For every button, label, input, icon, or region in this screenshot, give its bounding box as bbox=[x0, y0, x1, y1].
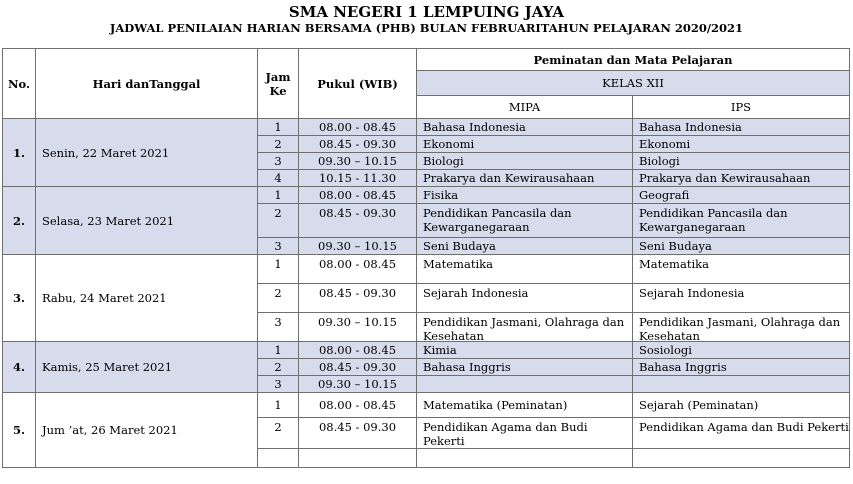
subject-ips: Bahasa Inggris bbox=[632, 358, 850, 375]
day-number: 2. bbox=[2, 186, 35, 254]
header-jam-ke: Jam Ke bbox=[257, 48, 298, 118]
subject-ips: Sejarah Indonesia bbox=[632, 283, 850, 312]
session-time bbox=[298, 448, 416, 468]
subject-mipa: Fisika bbox=[416, 186, 632, 203]
subject-mipa bbox=[416, 375, 632, 392]
day-number: 1. bbox=[2, 118, 35, 186]
subject-ips bbox=[632, 375, 850, 392]
session-number: 2 bbox=[257, 283, 298, 312]
session-number: 2 bbox=[257, 135, 298, 152]
session-time: 08.00 - 08.45 bbox=[298, 118, 416, 135]
header-day-date: Hari danTanggal bbox=[35, 48, 257, 118]
session-number: 1 bbox=[257, 118, 298, 135]
session-time: 08.00 - 08.45 bbox=[298, 341, 416, 358]
session-number: 2 bbox=[257, 203, 298, 237]
subject-ips: Ekonomi bbox=[632, 135, 850, 152]
session-number: 3 bbox=[257, 152, 298, 169]
subject-mipa bbox=[416, 448, 632, 468]
subject-mipa: Pendidikan Agama dan Budi Pekerti bbox=[416, 417, 632, 448]
subject-ips: Sosiologi bbox=[632, 341, 850, 358]
session-time: 08.45 - 09.30 bbox=[298, 135, 416, 152]
day-date: Rabu, 24 Maret 2021 bbox=[35, 254, 257, 341]
subject-mipa: Pendidikan Jasmani, Olahraga dan Kesehatan bbox=[416, 312, 632, 341]
header-time: Pukul (WIB) bbox=[298, 48, 416, 118]
session-number: 2 bbox=[257, 417, 298, 448]
subject-mipa: Matematika bbox=[416, 254, 632, 283]
session-number bbox=[257, 448, 298, 468]
day-date: Selasa, 23 Maret 2021 bbox=[35, 186, 257, 254]
subject-mipa: Sejarah Indonesia bbox=[416, 283, 632, 312]
session-number: 3 bbox=[257, 312, 298, 341]
subject-ips: Biologi bbox=[632, 152, 850, 169]
session-time: 08.45 - 09.30 bbox=[298, 203, 416, 237]
header-subject-group: Peminatan dan Mata Pelajaran bbox=[416, 48, 850, 70]
session-number: 1 bbox=[257, 341, 298, 358]
day-date: Jum ’at, 26 Maret 2021 bbox=[35, 392, 257, 468]
session-time: 08.45 - 09.30 bbox=[298, 417, 416, 448]
session-time: 09.30 – 10.15 bbox=[298, 312, 416, 341]
subject-mipa: Bahasa Inggris bbox=[416, 358, 632, 375]
subject-ips bbox=[632, 448, 850, 468]
subject-ips: Seni Budaya bbox=[632, 237, 850, 254]
subject-ips: Sejarah (Peminatan) bbox=[632, 392, 850, 417]
session-time: 08.00 - 08.45 bbox=[298, 254, 416, 283]
subject-ips: Prakarya dan Kewirausahaan bbox=[632, 169, 850, 186]
page-title: SMA NEGERI 1 LEMPUING JAYA bbox=[288, 3, 565, 21]
day-number: 3. bbox=[2, 254, 35, 341]
subject-ips: Geografi bbox=[632, 186, 850, 203]
session-time: 09.30 – 10.15 bbox=[298, 152, 416, 169]
day-number: 5. bbox=[2, 392, 35, 468]
session-number: 1 bbox=[257, 186, 298, 203]
subject-mipa: Kimia bbox=[416, 341, 632, 358]
session-number: 4 bbox=[257, 169, 298, 186]
day-date: Kamis, 25 Maret 2021 bbox=[35, 341, 257, 392]
subject-mipa: Matematika (Peminatan) bbox=[416, 392, 632, 417]
subject-ips: Pendidikan Jasmani, Olahraga dan Kesehatan bbox=[632, 312, 850, 341]
session-number: 3 bbox=[257, 375, 298, 392]
subject-ips: Pendidikan Agama dan Budi Pekerti bbox=[632, 417, 850, 448]
subject-mipa: Biologi bbox=[416, 152, 632, 169]
session-time: 09.30 – 10.15 bbox=[298, 237, 416, 254]
session-number: 1 bbox=[257, 392, 298, 417]
day-date: Senin, 22 Maret 2021 bbox=[35, 118, 257, 186]
session-number: 3 bbox=[257, 237, 298, 254]
session-time: 08.45 - 09.30 bbox=[298, 358, 416, 375]
header-mipa: MIPA bbox=[416, 95, 632, 118]
subject-mipa: Seni Budaya bbox=[416, 237, 632, 254]
subject-mipa: Prakarya dan Kewirausahaan bbox=[416, 169, 632, 186]
session-time: 08.45 - 09.30 bbox=[298, 283, 416, 312]
session-time: 08.00 - 08.45 bbox=[298, 186, 416, 203]
header-ips: IPS bbox=[632, 95, 850, 118]
subject-mipa: Bahasa Indonesia bbox=[416, 118, 632, 135]
session-time: 10.15 - 11.30 bbox=[298, 169, 416, 186]
subject-ips: Matematika bbox=[632, 254, 850, 283]
session-number: 1 bbox=[257, 254, 298, 283]
session-time: 08.00 - 08.45 bbox=[298, 392, 416, 417]
subject-ips: Pendidikan Pancasila dan Kewarganegaraan bbox=[632, 203, 850, 237]
subject-mipa: Ekonomi bbox=[416, 135, 632, 152]
session-time: 09.30 – 10.15 bbox=[298, 375, 416, 392]
header-no: No. bbox=[2, 48, 35, 118]
page-subtitle: JADWAL PENILAIAN HARIAN BERSAMA (PHB) BULAN FEBRUARITAHUN PELAJARAN 2020/2021 bbox=[109, 21, 744, 35]
day-number: 4. bbox=[2, 341, 35, 392]
session-number: 2 bbox=[257, 358, 298, 375]
subject-mipa: Pendidikan Pancasila dan Kewarganegaraan bbox=[416, 203, 632, 237]
header-class: KELAS XII bbox=[416, 70, 850, 95]
subject-ips: Bahasa Indonesia bbox=[632, 118, 850, 135]
